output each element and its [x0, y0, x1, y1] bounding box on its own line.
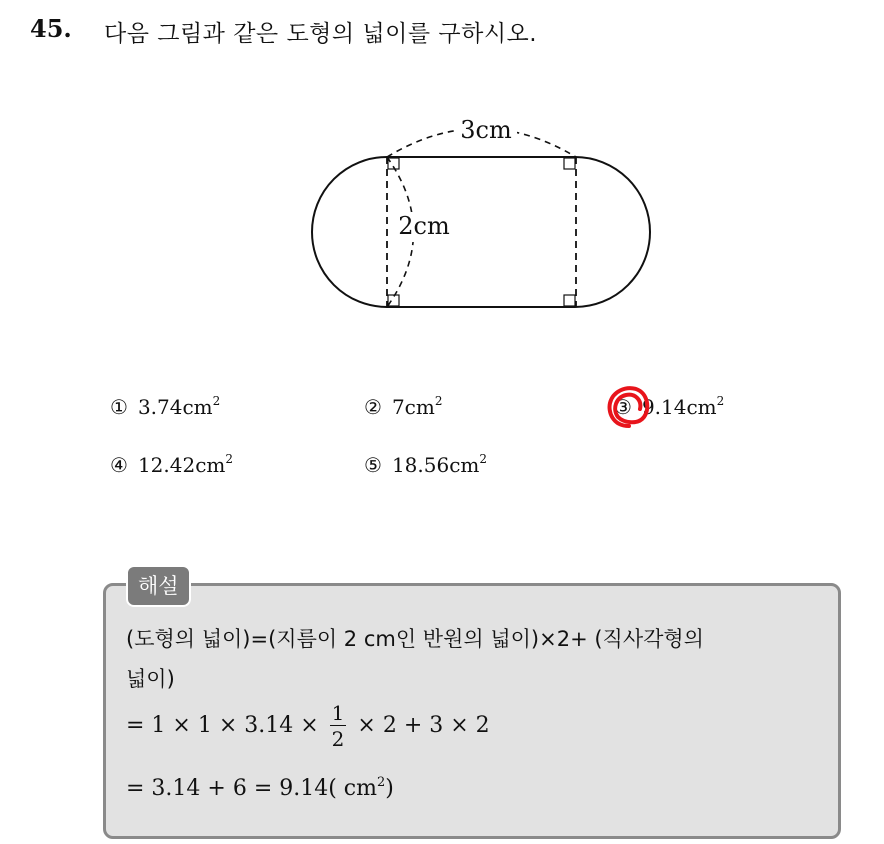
solution-expr-part: × 2 + 3 × 2 — [357, 713, 490, 738]
choice-mark: ⑤ — [364, 453, 382, 477]
solution-line-4 — [126, 775, 394, 801]
choice-mark: ② — [364, 395, 382, 419]
right-angle-mark — [564, 295, 575, 306]
choice-unit-exponent: 2 — [434, 394, 443, 408]
top-dimension-label: 3cm — [460, 116, 512, 144]
choice-1[interactable] — [110, 394, 220, 419]
choice-unit-exponent: 2 — [716, 394, 725, 408]
choice-unit-exponent: 2 — [479, 452, 487, 466]
fraction-denominator: 2 — [331, 727, 345, 751]
solution-expr-part: ) — [385, 776, 394, 801]
solution-line-1: (도형의 넓이)=(지름이 2 cm인 반원의 넓이)×2+ (직사각형의 — [126, 627, 704, 651]
choice-value: 7cm — [391, 395, 435, 419]
choice-5[interactable] — [364, 452, 487, 477]
choice-mark: ④ — [110, 453, 128, 477]
choice-mark: ③ — [614, 395, 632, 419]
choice-2[interactable] — [364, 394, 442, 419]
unit-exponent: 2 — [377, 775, 386, 790]
question-number: 45. — [30, 14, 72, 43]
stadium-figure — [300, 110, 670, 320]
choice-value: 18.56cm — [391, 453, 480, 477]
solution-line-2: 넓이) — [126, 667, 175, 691]
choice-value: 3.74cm — [137, 395, 213, 419]
question-text: 다음 그림과 같은 도형의 넓이를 구하시오. — [104, 21, 538, 47]
side-dimension-label: 2cm — [398, 212, 450, 240]
figure-outline — [312, 157, 650, 307]
solution-fraction — [330, 703, 347, 749]
choice-value: 12.42cm — [137, 453, 226, 477]
fraction-numerator: 1 — [331, 701, 345, 725]
solution-expr-part: = 3.14 + 6 = 9.14( cm — [126, 776, 377, 801]
solution-expr-part: = 1 × 1 × 3.14 × — [126, 713, 319, 738]
choice-mark: ① — [110, 395, 128, 419]
choice-unit-exponent: 2 — [225, 452, 233, 466]
answer-circle-mark — [604, 381, 654, 431]
choice-4[interactable] — [110, 452, 233, 477]
solution-tag: 해설 — [126, 565, 191, 607]
choice-unit-exponent: 2 — [212, 394, 221, 408]
solution-line-3 — [126, 703, 490, 749]
choice-value: 9.14cm — [641, 395, 717, 419]
right-angle-mark — [564, 158, 575, 169]
